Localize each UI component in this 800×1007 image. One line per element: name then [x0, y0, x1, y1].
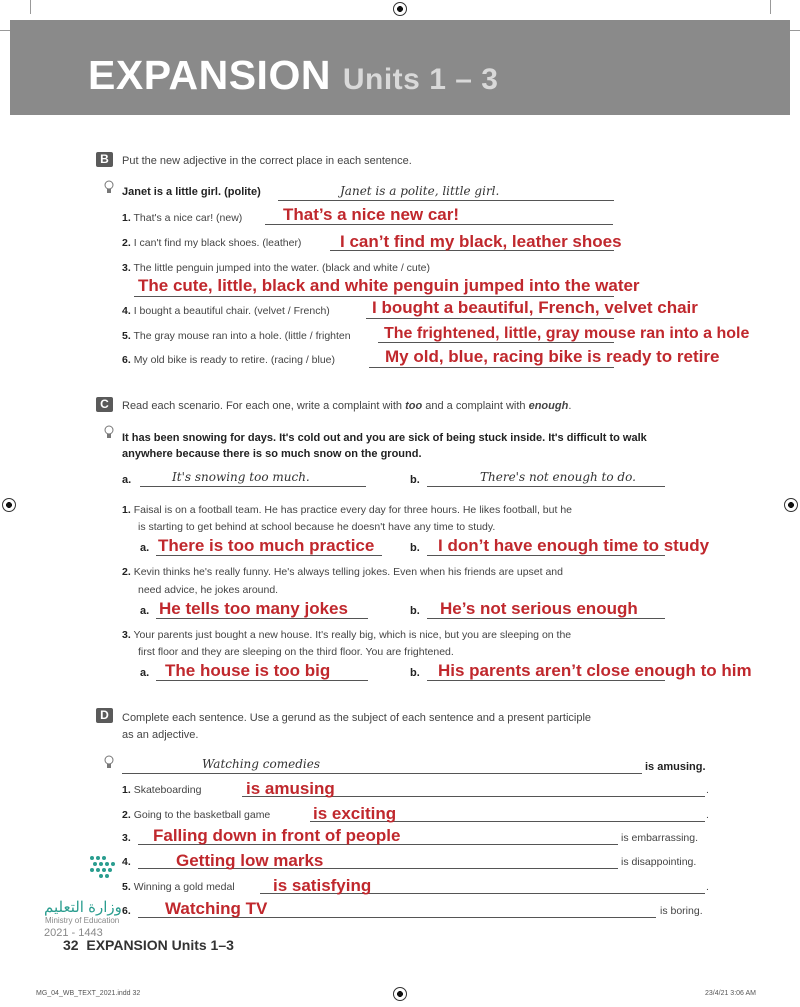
- section-c-answer-1b: I don’t have enough time to study: [438, 536, 710, 555]
- section-c-answer-1a: There is too much practice: [158, 536, 375, 555]
- section-c-item-3-line-2: first floor and they are sleeping on the third floor. You are frightened.: [138, 646, 454, 658]
- registration-mark-icon: [2, 498, 16, 512]
- section-d-item-2-end: .: [706, 809, 709, 821]
- page-footer: [63, 937, 234, 953]
- section-c-item-1-line-2: is starting to get behind at school because he doesn't have any time to study.: [138, 521, 496, 533]
- section-c-item-1-line-1: 1. Faisal is on a football team. He has practice every day for three hours. He likes football, but he: [122, 504, 572, 516]
- answer-line: [369, 367, 614, 368]
- section-d-item-1: 1. Skateboarding: [122, 784, 202, 796]
- running-title: EXPANSION Units 1–3: [86, 937, 234, 953]
- section-d-item-4: 4.: [122, 856, 131, 868]
- section-c-item-2-line-2: need advice, he jokes around.: [138, 584, 279, 596]
- section-b-answer-2: I can’t find my black, leather shoes: [340, 232, 622, 251]
- section-d-item-3-end: is embarrassing.: [621, 832, 699, 844]
- section-b-answer-3: The cute, little, black and white penguin jumped into the water: [138, 276, 640, 295]
- title-main: EXPANSION: [88, 52, 331, 98]
- section-c-answer-3a: The house is too big: [165, 661, 331, 680]
- section-d-answer-2: is exciting: [313, 804, 397, 823]
- section-d-item-5: 5. Winning a gold medal: [122, 881, 235, 893]
- section-c-item-2-line-1: 2. Kevin thinks he's really funny. He's always telling jokes. Even when his friends are upset and: [122, 566, 563, 578]
- section-d-item-4-end: is disappointing.: [621, 856, 697, 868]
- section-d-item-1-end: .: [706, 784, 709, 796]
- ministry-logo-arabic: وزارة التعليم: [44, 899, 122, 916]
- label-b: b.: [410, 474, 420, 486]
- section-c-answer-2b: He’s not serious enough: [440, 599, 638, 618]
- section-b-item-4: 4. I bought a beautiful chair. (velvet / French): [122, 305, 330, 317]
- section-b-item-3: 3. The little penguin jumped into the water. (black and white / cute): [122, 262, 431, 274]
- label-a: a.: [140, 605, 150, 617]
- section-c-answer-2a: He tells too many jokes: [159, 599, 348, 618]
- section-b-instruction: Put the new adjective in the correct place in each sentence.: [122, 155, 412, 167]
- section-c-item-3-line-1: 3. Your parents just bought a new house. It's really big, which is nice, but you are sleeping on the: [122, 629, 572, 641]
- section-b-answer-6: My old, blue, racing bike is ready to retire: [385, 347, 720, 366]
- slug-timestamp: 23/4/21 3:06 AM: [705, 990, 756, 997]
- section-b-answer-1: That’s a nice new car!: [283, 205, 460, 224]
- label-a: a.: [140, 542, 150, 554]
- section-d-item-3: 3.: [122, 832, 131, 844]
- crop-mark: [30, 0, 31, 14]
- lightbulb-icon: [104, 755, 114, 769]
- section-d-item-5-end: .: [706, 881, 709, 893]
- ministry-logo-year: 2021 - 1443: [44, 927, 103, 939]
- section-c-example-a: It's snowing too much.: [172, 470, 310, 484]
- section-b-item-2: 2. I can't find my black shoes. (leather): [122, 237, 302, 249]
- section-d-answer-6: Watching TV: [165, 899, 268, 918]
- lightbulb-icon: [104, 180, 114, 194]
- section-b-answer-4: I bought a beautiful, French, velvet chair: [372, 298, 698, 317]
- section-b-answer-5: The frightened, little, gray mouse ran into a hole: [384, 325, 750, 342]
- label-a: a.: [140, 667, 150, 679]
- answer-line: [134, 296, 614, 297]
- section-d-badge: D: [96, 708, 113, 723]
- section-d-answer-3: Falling down in front of people: [153, 826, 401, 845]
- section-d-answer-4: Getting low marks: [176, 851, 324, 870]
- label-b: b.: [410, 605, 420, 617]
- title-units: Units 1 – 3: [342, 63, 499, 96]
- page-title: [88, 52, 498, 99]
- ministry-logo-icon: [88, 852, 148, 882]
- section-d-item-6: 6.: [122, 905, 131, 917]
- section-d-example-end: is amusing.: [645, 761, 706, 773]
- section-d-example-answer: Watching comedies: [202, 757, 320, 771]
- section-b-item-1: 1. That's a nice car! (new): [122, 212, 243, 224]
- ministry-logo-english: Ministry of Education: [45, 916, 120, 925]
- answer-line: [140, 486, 366, 487]
- section-d-item-2: 2. Going to the basketball game: [122, 809, 271, 821]
- section-b-example-answer: Janet is a polite, little girl.: [340, 184, 500, 198]
- registration-mark-icon: [784, 498, 798, 512]
- section-d-instruction-line-1: Complete each sentence. Use a gerund as the subject of each sentence and a present participle: [122, 712, 592, 724]
- section-d-answer-5: is satisfying: [273, 876, 372, 895]
- section-b-item-5: 5. The gray mouse ran into a hole. (little / frighten: [122, 330, 351, 342]
- section-b-item-6: 6. My old bike is ready to retire. (racing / blue): [122, 354, 336, 366]
- slug-filename: MG_04_WB_TEXT_2021.indd 32: [36, 990, 141, 997]
- section-c-example-line-1: It has been snowing for days. It's cold out and you are sick of being stuck inside. It's difficult to walk: [122, 432, 647, 444]
- label-b: b.: [410, 667, 420, 679]
- lightbulb-icon: [104, 425, 114, 439]
- answer-line: [366, 318, 614, 319]
- section-d-instruction-line-2: as an adjective.: [122, 729, 199, 741]
- page-number: 32: [63, 937, 79, 953]
- section-d-item-6-end: is boring.: [660, 905, 703, 917]
- crop-mark: [770, 0, 771, 14]
- section-b-badge: B: [96, 152, 113, 167]
- section-c-answer-3b: His parents aren’t close enough to him: [438, 661, 752, 680]
- section-c-example-line-2: anywhere because there is so much snow on the ground.: [122, 448, 422, 460]
- section-c-example-b: There's not enough to do.: [480, 470, 636, 484]
- answer-line: [122, 773, 642, 774]
- section-c-instruction: Read each scenario. For each one, write a complaint with too and a complaint with enough.: [122, 400, 572, 412]
- answer-line: [427, 486, 665, 487]
- label-a: a.: [122, 474, 132, 486]
- registration-mark-icon: [393, 987, 407, 1001]
- answer-line: [278, 200, 614, 201]
- section-b-example-prompt: Janet is a little girl. (polite): [122, 186, 261, 198]
- section-d-answer-1: is amusing: [246, 779, 335, 798]
- registration-mark-icon: [393, 2, 407, 16]
- section-c-badge: C: [96, 397, 113, 412]
- label-b: b.: [410, 542, 420, 554]
